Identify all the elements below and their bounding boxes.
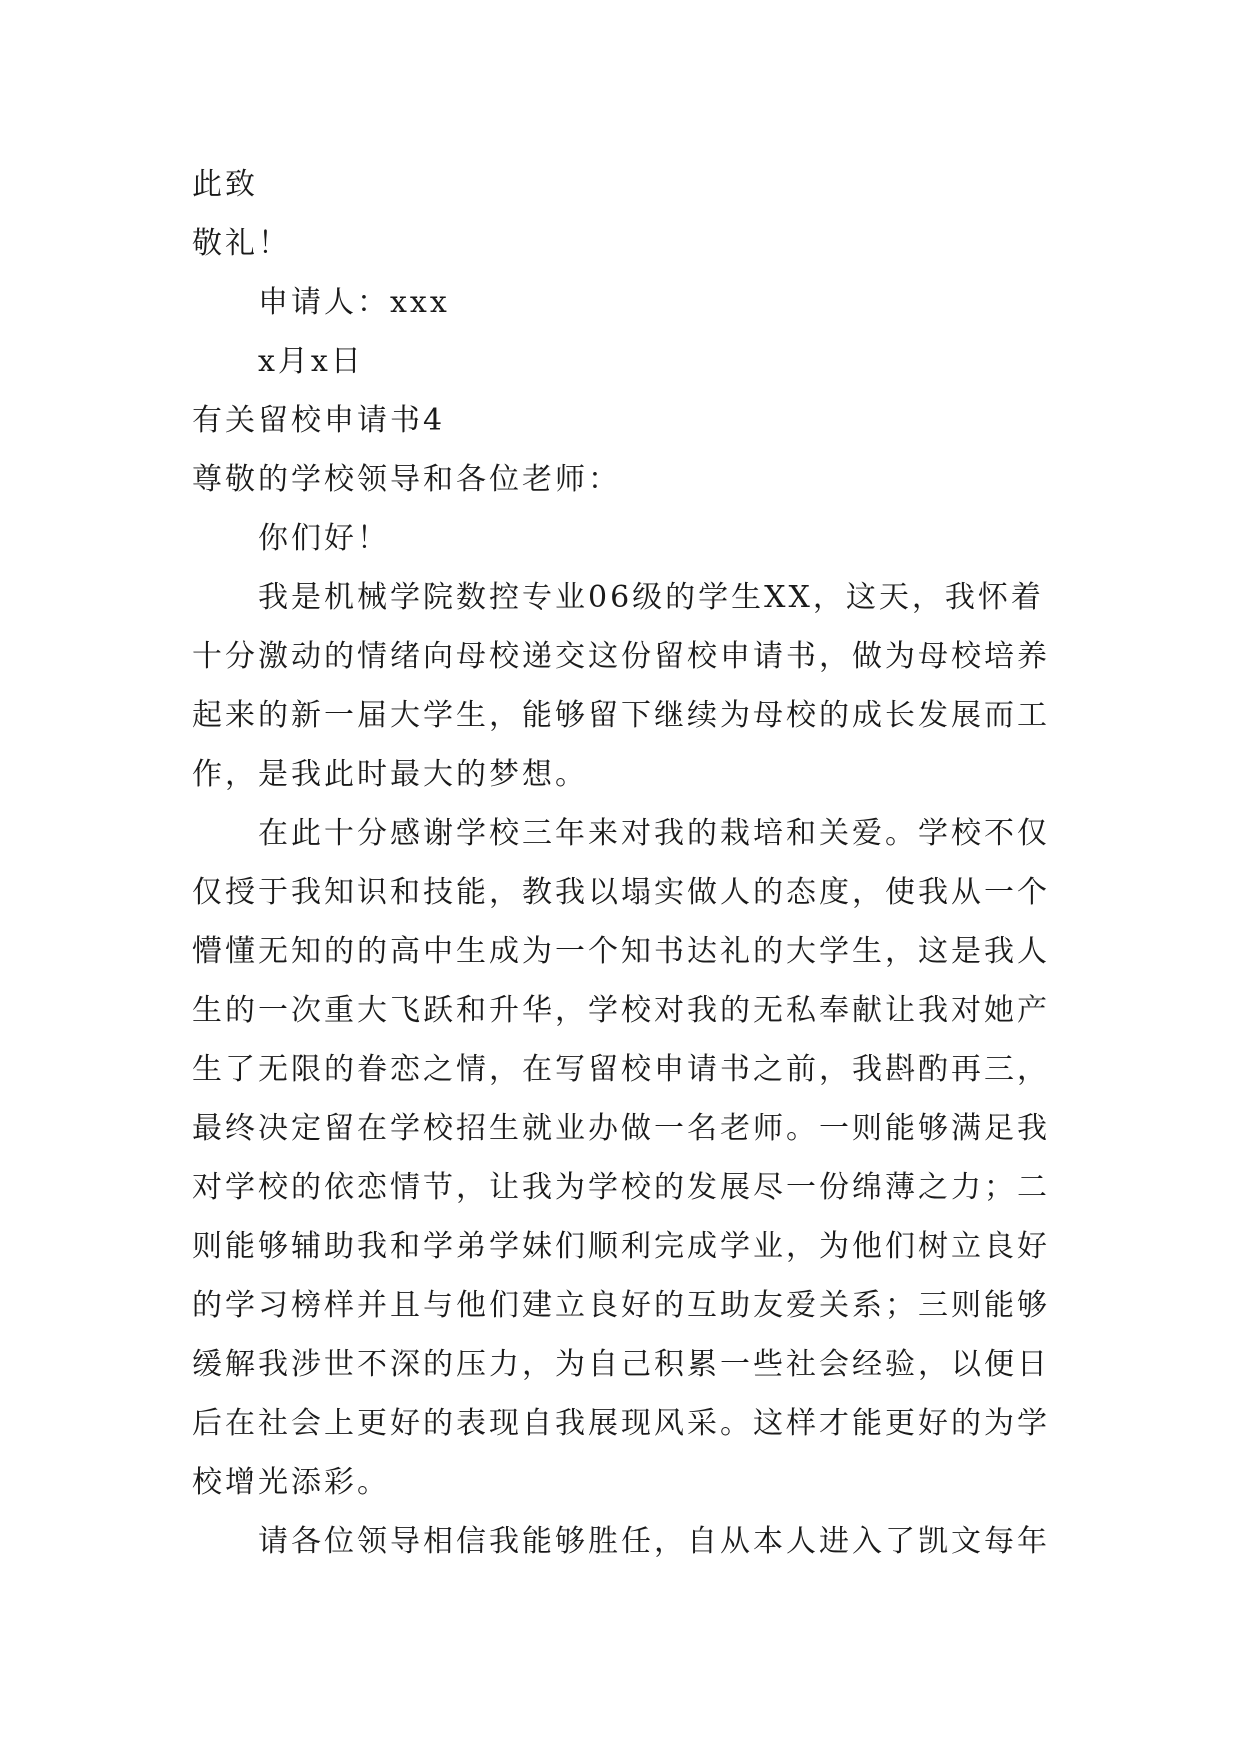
section-title: 有关留校申请书4	[192, 403, 446, 438]
paragraph-line: 的学习榜样并且与他们建立良好的互助友爱关系；三则能够	[192, 1288, 1050, 1323]
paragraph-line: 生的一次重大飞跃和升华，学校对我的无私奉献让我对她产	[192, 993, 1050, 1028]
paragraph-line: 后在社会上更好的表现自我展现风采。这样才能更好的为学	[192, 1406, 1050, 1441]
paragraph-line: 则能够辅助我和学弟学妹们顺利完成学业，为他们树立良好	[192, 1229, 1050, 1264]
greeting-line: 尊敬的学校领导和各位老师：	[192, 462, 621, 497]
applicant-line: 申请人：xxx	[258, 285, 450, 320]
paragraph-line: 懵懂无知的的高中生成为一个知书达礼的大学生，这是我人	[192, 934, 1050, 969]
paragraph-line: 我是机械学院数控专业06级的学生XX，这天，我怀着	[258, 580, 1044, 615]
hello-line: 你们好！	[258, 521, 390, 556]
paragraph-line: 生了无限的眷恋之情，在写留校申请书之前，我斟酌再三，	[192, 1052, 1050, 1087]
paragraph-line: 校增光添彩。	[192, 1465, 390, 1500]
paragraph-line: 仅授于我知识和技能，教我以塌实做人的态度，使我从一个	[192, 875, 1050, 910]
paragraph-line: 在此十分感谢学校三年来对我的栽培和关爱。学校不仅	[258, 816, 1050, 851]
closing-line: 此致	[192, 167, 258, 202]
paragraph-line: 作，是我此时最大的梦想。	[192, 757, 588, 792]
paragraph-line: 最终决定留在学校招生就业办做一名老师。一则能够满足我	[192, 1111, 1050, 1146]
paragraph-line: 十分激动的情绪向母校递交这份留校申请书，做为母校培养	[192, 639, 1050, 674]
paragraph-line: 对学校的依恋情节，让我为学校的发展尽一份绵薄之力；二	[192, 1170, 1050, 1205]
paragraph-line: 请各位领导相信我能够胜任，自从本人进入了凯文每年	[258, 1524, 1050, 1559]
paragraph-line: 起来的新一届大学生，能够留下继续为母校的成长发展而工	[192, 698, 1050, 733]
paragraph-line: 缓解我涉世不深的压力，为自己积累一些社会经验，以便日	[192, 1347, 1050, 1382]
salutation-line: 敬礼！	[192, 226, 291, 261]
date-line: x月x日	[258, 344, 364, 379]
